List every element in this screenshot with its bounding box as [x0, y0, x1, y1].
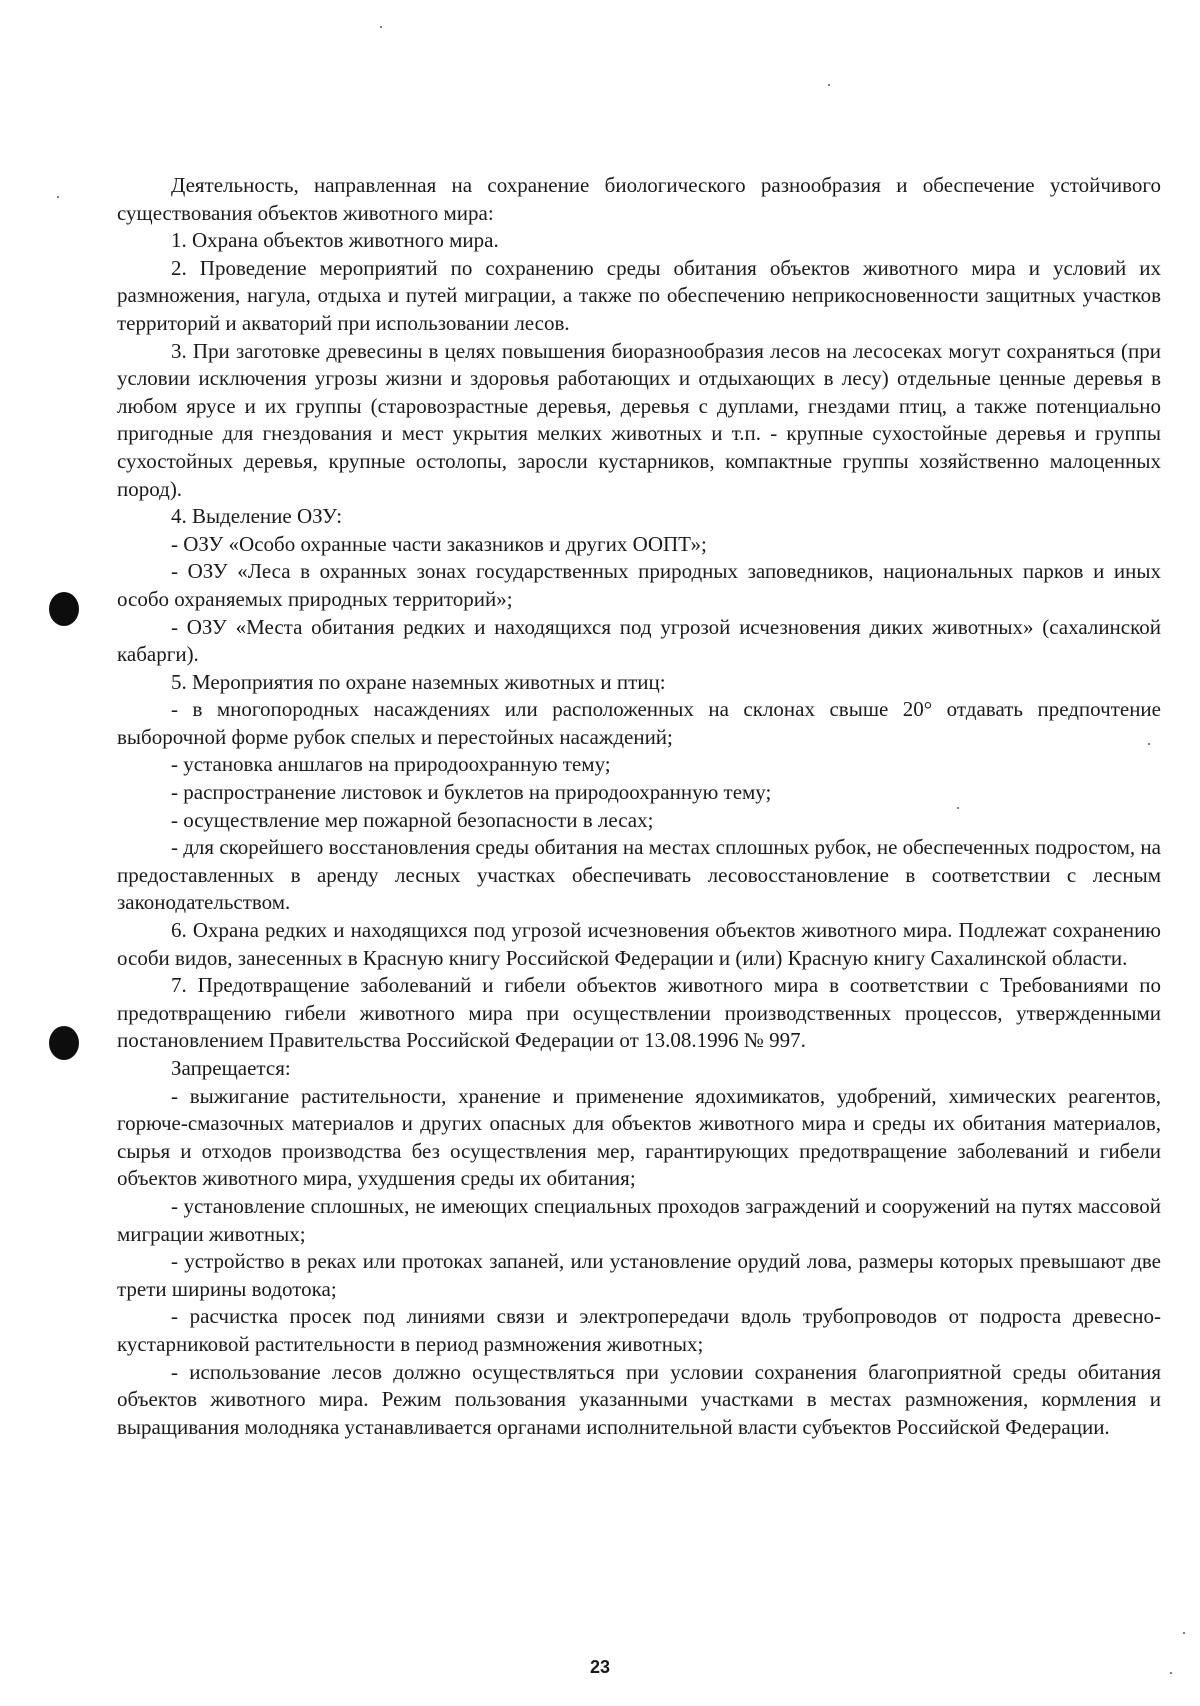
list-item: 2. Проведение мероприятий по сохранению среды обитания объектов животного мира и условий их размножения, нагула, отдыха и путей миграции, а также по обеспечению неприкосновенности защитных участков территорий и акваторий при использовании лесов.	[117, 255, 1161, 335]
sub-list-item: - осуществление мер пожарной безопасности в лесах;	[171, 807, 654, 832]
sub-list-item: - ОЗУ «Места обитания редких и находящихся под угрозой исчезновения диких животных» (сахалинской кабарги).	[117, 614, 1161, 667]
list-item: 7. Предотвращение заболеваний и гибели объектов животного мира в соответствии с Требованиями по предотвращению гибели животного мира при осуществлении производственных процессов, утвержденными постановлением Правительства Российской Федерации от 13.08.1996 № 997.	[117, 973, 1161, 1053]
prohibition-item: - устройство в реках или протоках запаней, или установление орудий лова, размеры которых превышают две трети ширины водотока;	[117, 1249, 1161, 1301]
punch-hole-mark	[49, 592, 79, 626]
scan-speck	[57, 196, 59, 198]
prohibition-item: - расчистка просек под линиями связи и электропередачи вдоль трубопроводов от подроста древесно-кустарниковой растительности в период размножения животных;	[117, 1304, 1161, 1356]
prohibition-item: - установление сплошных, не имеющих специальных проходов заграждений и сооружений на путях массовой миграции животных;	[117, 1193, 1161, 1246]
scan-speck	[380, 26, 382, 28]
list-item: 5. Мероприятия по охране наземных животных и птиц:	[171, 669, 666, 694]
sub-list-item: - распространение листовок и буклетов на природоохранную тему;	[171, 780, 772, 805]
intro-paragraph: Деятельность, направленная на сохранение биологического разнообразия и обеспечение устойчивого существования объектов животного мира:	[117, 173, 1161, 225]
page-number: 23	[589, 1657, 611, 1677]
prohibition-item: - выжигание растительности, хранение и применение ядохимикатов, удобрений, химических реагентов, горюче-смазочных материалов и других опасных для объектов животного мира и среды их обитания материалов, сырья и отходов производства без осуществления мер, гарантирующих предотвращение заболеваний и гибели объектов животного мира, ухудшения среды их обитания;	[117, 1083, 1161, 1191]
sub-list-item: - для скорейшего восстановления среды обитания на местах сплошных рубок, не обеспеченных подростом, на предоставленных в аренду лесных участках обеспечивать лесовосстановление в соответствии с лесным законодательством.	[117, 835, 1161, 915]
list-item: 1. Охрана объектов животного мира.	[171, 228, 499, 253]
list-item: 3. При заготовке древесины в целях повышения биоразнообразия лесов на лесосеках могут сохраняться (при условии исключения угрозы жизни и здоровья работающих и отдыхающих в лесу) отдельные ценные деревья в любом ярусе и их группы (старовозрастные деревья, деревья с дуплами, гнездами птиц, а также потенциально пригодные для гнездования и мест укрытия мелких животных и т.п. - крупные сухостойные деревья и группы сухостойных деревья, крупные остолопы, заросли кустарников, компактные группы хозяйственно малоценных пород).	[117, 338, 1161, 501]
sub-list-item: - ОЗУ «Особо охранные части заказников и других ООПТ»;	[171, 531, 707, 556]
sub-list-item: - установка аншлагов на природоохранную тему;	[171, 752, 611, 777]
scan-speck	[1183, 1632, 1185, 1634]
list-item: 6. Охрана редких и находящихся под угрозой исчезновения объектов животного мира. Подлежат сохранению особи видов, занесенных в Красную книгу Российской Федерации и (или) Красную книгу Сахалинской области.	[117, 918, 1161, 970]
list-item: 4. Выделение ОЗУ:	[171, 504, 343, 529]
document-body	[117, 172, 1161, 1441]
punch-hole-mark	[49, 1026, 79, 1060]
sub-list-item: - ОЗУ «Леса в охранных зонах государственных природных заповедников, национальных парков и иных особо охраняемых природных территорий»;	[117, 559, 1161, 611]
sub-list-item: - в многопородных насаждениях или расположенных на склонах свыше 20° отдавать предпочтение выборочной форме рубок спелых и перестойных насаждений;	[117, 697, 1161, 749]
prohibition-item: - использование лесов должно осуществляться при условии сохранения благоприятной среды обитания объектов животного мира. Режим пользования указанными участками в местах размножения, кормления и выращивания молодняка устанавливается органами исполнительной власти субъектов Российской Федерации.	[117, 1359, 1161, 1439]
scan-speck	[828, 84, 830, 86]
prohibitions-heading: Запрещается:	[171, 1056, 291, 1080]
